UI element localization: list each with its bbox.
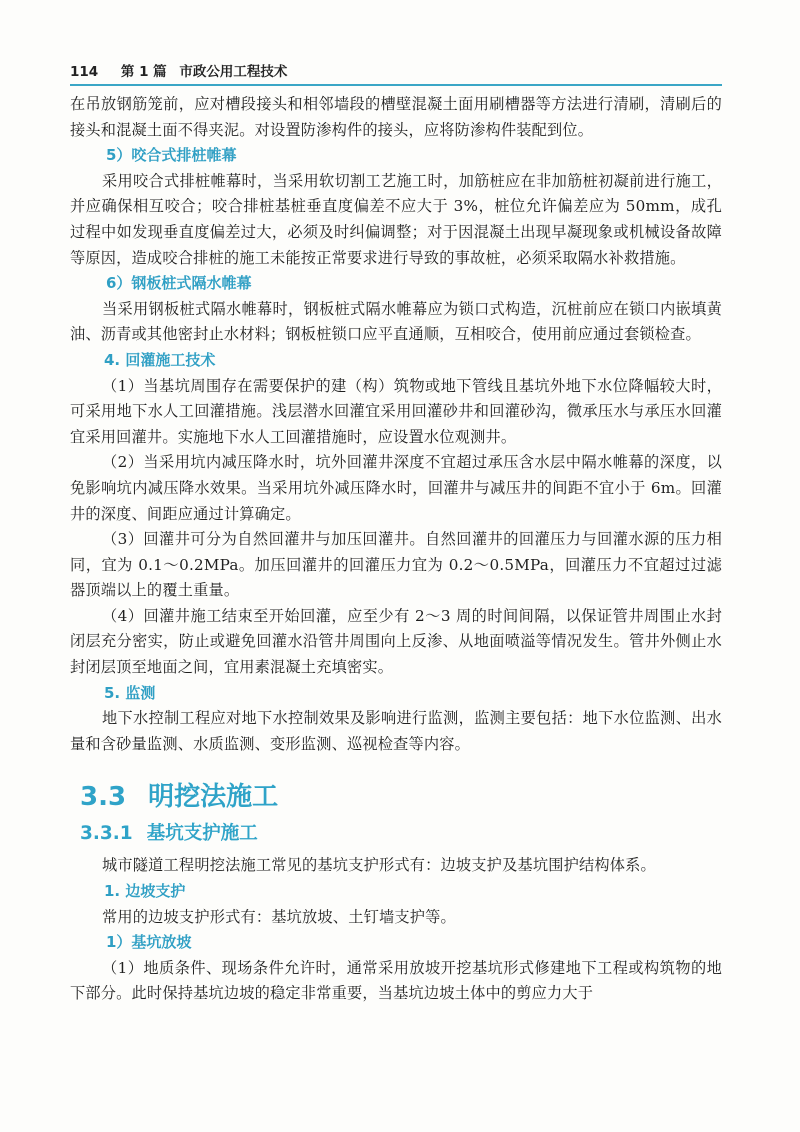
part-label: 第 1 篇 (120, 64, 167, 80)
page-body (70, 92, 722, 1007)
section-title: 明挖法施工 (148, 782, 279, 813)
paragraph: 常用的边坡支护形式有：基坑放坡、土钉墙支护等。 (102, 907, 456, 926)
chapter-section-heading (70, 779, 722, 815)
subsection-heading: 1）基坑放坡 (106, 933, 192, 952)
subsection-title: 基坑支护施工 (146, 823, 258, 845)
paragraph: 当采用钢板桩式隔水帷幕时，钢板桩式隔水帷幕应为锁口式构造，沉桩前应在锁口内嵌填黄油、沥青或其他密封止水材料；钢板桩锁口应平直通顺，互相咬合，使用前应通过套锁检查。 (70, 299, 722, 344)
paragraph: 城市隧道工程明挖法施工常见的基坑支护形式有：边坡支护及基坑围护结构体系。 (102, 856, 656, 875)
section-heading: 4. 回灌施工技术 (104, 350, 216, 369)
subsection-heading: 6）钢板桩式隔水帷幕 (106, 274, 252, 293)
paragraph: （1）地质条件、现场条件允许时，通常采用放坡开挖基坑形式修建地下工程或构筑物的地下部分。此时保持基坑边坡的稳定非常重要，当基坑边坡土体中的剪应力大于 (70, 958, 722, 1003)
subsection-heading: 5）咬合式排桩帷幕 (106, 146, 237, 165)
paragraph: 在吊放钢筋笼前，应对槽段接头和相邻墙段的槽壁混凝土面用刷槽器等方法进行清刷，清刷后的接头和混凝土面不得夹泥。对设置防渗构件的接头，应将防渗构件装配到位。 (70, 95, 722, 139)
paragraph: （2）当采用坑内减压降水时，坑外回灌井深度不宜超过承压含水层中隔水帷幕的深度，以免影响坑内减压降水效果。当采用坑外减压降水时，回灌井与减压井的间距不宜小于 6m。回灌井的深度、间距应通过计算确定。 (70, 453, 722, 523)
section-number: 3.3 (80, 782, 127, 813)
subsection-number: 3.3.1 (80, 823, 133, 845)
paragraph: （1）当基坑周围存在需要保护的建（构）筑物或地下管线且基坑外地下水位降幅较大时，可采用地下水人工回灌措施。浅层潜水回灌宜采用回灌砂井和回灌砂沟，微承压水与承压水回灌宜采用回灌井。实施地下水人工回灌措施时，应设置水位观测井。 (70, 376, 722, 446)
paragraph: （3）回灌井可分为自然回灌井与加压回灌井。自然回灌井的回灌压力与回灌水源的压力相同，宜为 0.1～0.2MPa。加压回灌井的回灌压力宜为 0.2～0.5MPa，回灌压力不宜超过过滤器顶端以上的覆土重量。 (70, 530, 722, 600)
section-heading: 5. 监测 (104, 683, 156, 702)
header-rule (70, 84, 722, 86)
subsection-title-heading (70, 819, 722, 849)
paragraph: 地下水控制工程应对地下水控制效果及影响进行监测，监测主要包括：地下水位监测、出水量和含砂量监测、水质监测、变形监测、巡视检查等内容。 (70, 709, 722, 753)
page-header (70, 60, 720, 82)
page-number: 114 (70, 64, 99, 80)
section-heading: 1. 边坡支护 (104, 882, 186, 901)
paragraph: 采用咬合式排桩帷幕时，当采用软切割工艺施工时，加筋桩应在非加筋桩初凝前进行施工，并应确保相互咬合；咬合排桩基桩垂直度偏差不应大于 3%，桩位允许偏差应为 50mm，成孔过程中如发现垂直度偏差过大，必须及时纠偏调整；对于因混凝土出现早凝现象或机械设备故障等原因，造成咬合排桩的施工未能按正常要求进行导致的事故桩，必须采取隔水补救措施。 (70, 171, 722, 267)
paragraph: （4）回灌井施工结束至开始回灌，应至少有 2～3 周的时间间隔，以保证管井周围止水封闭层充分密实，防止或避免回灌水沿管井周围向上反渗、从地面喷溢等情况发生。管井外侧止水封闭层顶至地面之间，宜用素混凝土充填密实。 (70, 606, 722, 677)
running-title: 市政公用工程技术 (179, 64, 288, 80)
